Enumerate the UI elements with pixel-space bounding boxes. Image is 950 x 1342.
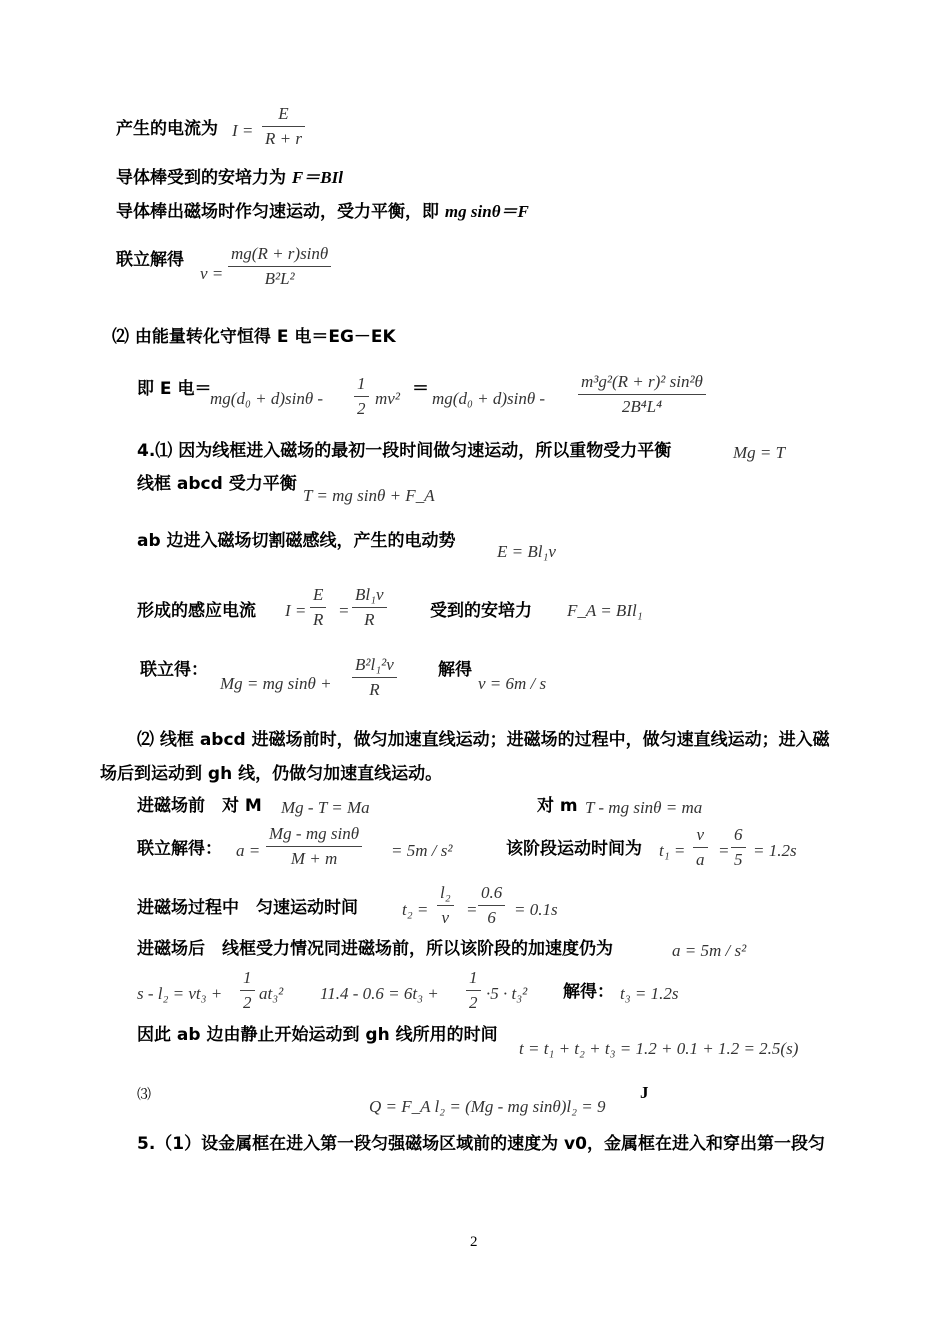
frac-den: 5 [734, 850, 743, 869]
eq: F＝BIl [291, 168, 343, 187]
frac-lianli [352, 655, 397, 700]
q4-part2-cont: 场后到运动到 gh 线，仍做匀加速直线运动。 [100, 764, 443, 784]
frac-num: Mg - mg sinθ [266, 824, 362, 847]
q4-before-M: 进磁场前 对 M [137, 796, 262, 816]
eq-equals: ＝ [412, 379, 429, 399]
frac-num: 1 [354, 374, 369, 397]
frac-den: R [369, 680, 380, 699]
eq-Q: Q = F_A l₂ = (Mg - mg sinθ)l₂ = 9 [369, 1097, 606, 1116]
text-energy: ⑵ 由能量转化守恒得 E 电＝EG－EK [112, 327, 396, 347]
eq-n-tail: ·5 · t₃² [486, 984, 528, 1003]
eq-a-res: = 5m / s² [391, 841, 453, 860]
q4-ampere: 受到的安培力 [430, 601, 532, 621]
q4-solved: 解得 [438, 660, 472, 680]
frac-num: 0.6 [478, 883, 505, 906]
frac-num: mg(R + r)sinθ [228, 244, 331, 267]
q4-time1: 该阶段运动时间为 [506, 839, 642, 859]
text-current: 产生的电流为 [116, 119, 218, 139]
eq-I2-mid: = [338, 601, 350, 620]
frac-num: l₂ [437, 883, 454, 906]
eq-t2-mid: = [466, 900, 478, 919]
frac-n [466, 968, 481, 1013]
text-solve: 联立解得 [116, 250, 184, 270]
frac-a [266, 824, 362, 869]
q4-combine: 联立得： [140, 660, 208, 680]
text: 导体棒受到的安培力为 [116, 168, 292, 188]
q4-during: 进磁场过程中 匀速运动时间 [137, 898, 358, 918]
eq-t1-lhs: t₁ = [659, 841, 686, 860]
eq-n-lhs: 11.4 - 0.6 = 6t₃ + [320, 984, 439, 1003]
page-number: 2 [470, 1234, 478, 1250]
eq-t2-lhs: t₂ = [402, 900, 429, 919]
frac-t1-a [693, 825, 708, 870]
eq-E: E = Bl₁v [497, 542, 556, 561]
unit-J: J [640, 1083, 649, 1102]
frac-den: 6 [487, 908, 496, 927]
eq-s-lhs: s - l₂ = vt₃ + [137, 984, 223, 1003]
eq-s-tail: at₃² [259, 984, 284, 1003]
q4-emf: ab 边进入磁场切割磁感线，产生的电动势 [137, 531, 456, 551]
q4-after: 进磁场后 线框受力情况同进磁场前，所以该阶段的加速度仍为 [137, 939, 613, 959]
text-balance [116, 201, 529, 223]
frac-num: E [310, 585, 326, 608]
q4-part3-label: ⑶ [137, 1087, 151, 1103]
frac-den: R + r [265, 129, 302, 148]
frac-num: Bl₁v [352, 585, 387, 608]
eq-T: T = mg sinθ + F_A [303, 486, 435, 505]
frac-den: M + m [290, 849, 338, 868]
q5-intro: 5.（1）设金属框在进入第一段匀强磁场区域前的速度为 v0，金属框在进入和穿出第一段匀 [137, 1134, 825, 1154]
q4-balance: 线框 abcd 受力平衡 [137, 474, 297, 494]
q4-intro: 4.⑴ 因为线框进入磁场的最初一段时间做匀速运动，所以重物受力平衡 [137, 441, 672, 461]
frac-den: 2 [357, 399, 366, 418]
eq-t1-res: = 1.2s [753, 841, 797, 860]
eq-I-lhs: I = [232, 121, 254, 140]
eq-Mg-T: Mg = T [733, 443, 786, 462]
frac-den: 2 [243, 993, 252, 1012]
frac-num: 6 [731, 825, 746, 848]
frac-num: B²l₁²v [352, 655, 397, 678]
frac-I [262, 104, 305, 149]
text: 导体棒出磁场时作匀速运动，受力平衡，即 [116, 202, 445, 222]
text-E-elec: 即 E 电＝ [137, 379, 212, 399]
eq-mv2: mv² [375, 389, 400, 408]
frac-e2 [578, 372, 706, 417]
frac-num: v [693, 825, 708, 848]
eq: mg sinθ＝F [444, 202, 529, 221]
frac-num: 1 [240, 968, 255, 991]
frac-num: E [262, 104, 305, 127]
eq-t3: t₃ = 1.2s [620, 984, 679, 1003]
q4-part2: ⑵ 线框 abcd 进磁场前时，做匀加速直线运动；进磁场的过程中，做匀速直线运动；进入磁 [137, 730, 830, 750]
frac-s [240, 968, 255, 1013]
frac-t1-b [731, 825, 746, 870]
eq-T-mg-ma: T - mg sinθ = ma [585, 798, 703, 817]
frac-den: B²L² [264, 269, 295, 288]
frac-I2-b [352, 585, 387, 630]
eq-t-total: t = t₁ + t₂ + t₃ = 1.2 + 0.1 + 1.2 = 2.5(s) [519, 1039, 799, 1058]
eq-a-lhs: a = [236, 841, 261, 860]
frac-den: 2 [469, 993, 478, 1012]
text-ampere-force [116, 167, 343, 189]
frac-I2-a [310, 585, 326, 630]
eq-e2: mg(d₀ + d)sinθ - [432, 389, 546, 408]
eq-v6: v = 6m / s [478, 674, 547, 693]
q4-current: 形成的感应电流 [137, 601, 256, 621]
frac-num: m³g²(R + r)² sin²θ [578, 372, 706, 395]
eq-v-lhs: v = [200, 264, 224, 283]
frac-den: v [441, 908, 450, 927]
eq-FA: F_A = BIl₁ [567, 601, 643, 620]
frac-t2-a [437, 883, 454, 928]
eq-I2-lhs: I = [285, 601, 307, 620]
q4-total: 因此 ab 边由静止开始运动到 gh 线所用的时间 [137, 1025, 498, 1045]
q4-solved2: 解得： [563, 982, 614, 1002]
frac-den: R [313, 610, 324, 629]
eq-t1-mid: = [718, 841, 730, 860]
frac-t2-b [478, 883, 505, 928]
frac-den: R [364, 610, 375, 629]
eq-e1: mg(d₀ + d)sinθ - [210, 389, 324, 408]
eq-lianli: Mg = mg sinθ + [220, 674, 332, 693]
eq-Mg-T-Ma: Mg - T = Ma [281, 798, 370, 817]
frac-half [354, 374, 369, 419]
q4-solve-a: 联立解得： [137, 839, 222, 859]
q4-for-m: 对 m [537, 796, 578, 816]
frac-v [228, 244, 331, 289]
frac-den: 2B⁴L⁴ [621, 397, 663, 416]
frac-den: a [696, 850, 705, 869]
eq-t2-res: = 0.1s [514, 900, 558, 919]
eq-a5: a = 5m / s² [672, 941, 747, 960]
frac-num: 1 [466, 968, 481, 991]
